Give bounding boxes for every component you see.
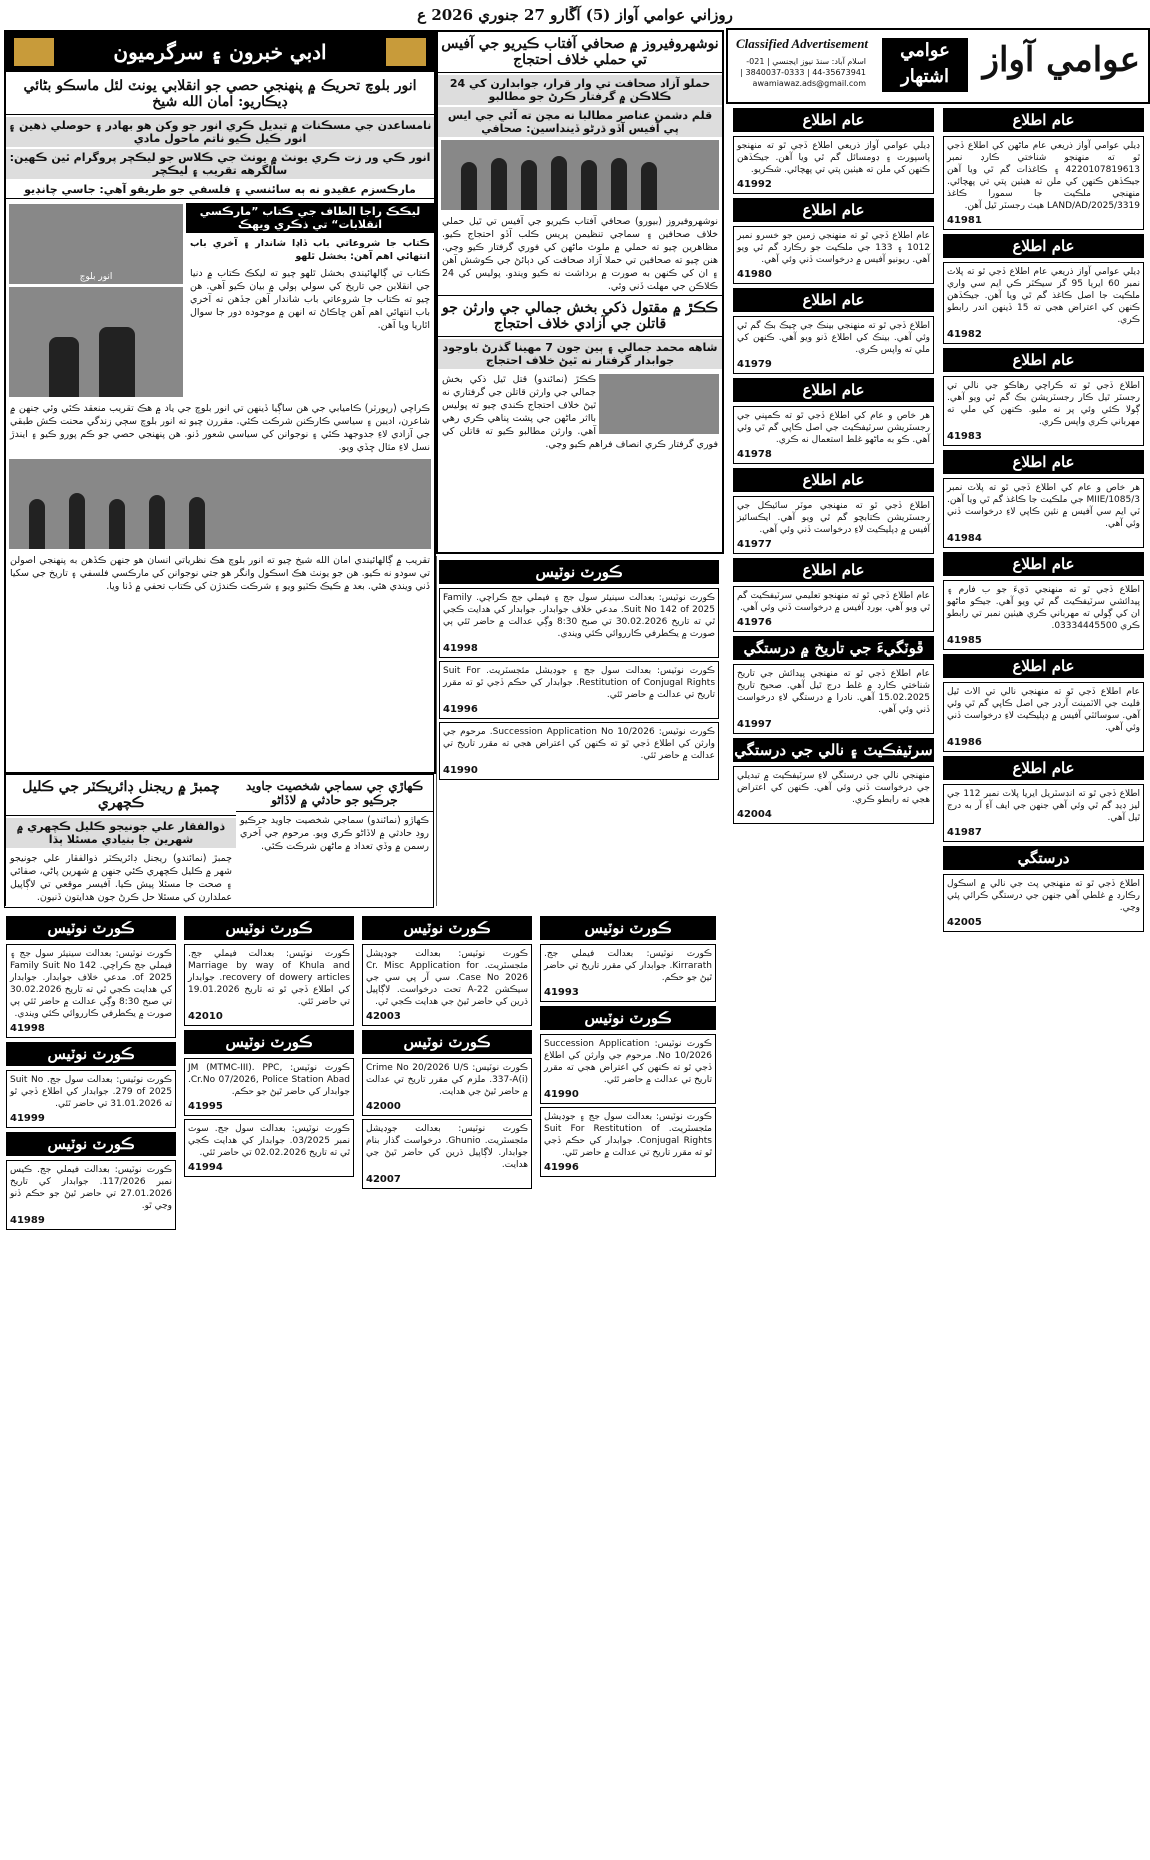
news-sub-1b: قلم دشمن عناصر مطالبا نه مڃن ته آئي جي ايس پي آفيس آڏو ڌرڻو ڏينداسين: صحافي [438,107,722,137]
section-header: ڪورٽ نوٽيس [6,1042,176,1066]
section-header: عام اطلاع [943,552,1144,576]
masthead-classified: Classified Advertisement [736,36,869,51]
classified-ad: منهنجي نالي جي درستگي لاءِ سرٽيفڪيٽ ۾ تبديلي جي درخواست ڏني وئي آهي. ڪنهن کي اعتراض هجي ته رابطو ڪري. 42004 [733,766,934,824]
literary-subhead-2: انور ڪي ور زت ڪري يونٽ ۾ يونٽ جي ڪلاس جو ليڪچر پروگرام ٿين ڪهين: سالگرهه تقريب ۽ ليڪچر [6,149,434,179]
middle-court-block [436,556,721,906]
court-notice: ڪورٽ نوٽيس: بعدالت سينيئر سول جج ۽ فيملي جج ڪراچي. Family Suit No 142 of 2025. مدعي خلاف جوابدار. جوابدار کي هدايت ڪجي ٿي ته تاريخ 30.02.2026 تي صبح 8:30 وڳي عدالت ۾ حاضر ٿئي ٻي صورت ۾ يڪطرفي ڪارروائي ڪئي ويندي. 41998 [6,944,176,1038]
masthead-info: اسلام آباد: سنڌ نيوز ايجنسي | 021-35673941-44 | 0333-3840037 | awamiawaz.ads@gmail.com [740,57,866,88]
classified-ad: عام اطلاع ڏجي ٿو ته منهنجو تعليمي سرٽيفڪيٽ گم ٿي ويو آهي. بورڊ آفيس ۾ درخواست ڏني وئي آهي. 41976 [733,586,934,632]
classified-ad: اطلاع ڏجي ٿو ته منهنجي بينڪ جي چيڪ بڪ گم ٿي وئي آهي. بينڪ کي اطلاع ڏنو ويو آهي. ڪنهن کي ملي ته واپس ڪري. 41979 [733,316,934,374]
classified-ad: اطلاع ڏجي ٿو ته ڪراچي رهاڪو جي نالي تي رجسٽر ٿيل ڪار رجسٽريشن بڪ گم ٿي ويو آهي. ڳولا ڪئي وئي پر نه مليو. ڪنهن کي ملي ته مهرباني ڪري واپس ڪري. 41983 [943,376,1144,446]
section-header: ڪورٽ نوٽيس [439,560,719,584]
news-headline-3: چمبڙ ۾ ريجنل ڊائريڪٽر جي ڪليل ڪچهري [6,775,236,816]
section-header: عام اطلاع [733,468,934,492]
court-notice: ڪورٽ نوٽيس: بعدالت سول جج ۽ جوڊيشل مئجسٽريٽ. Suit For Restitution of Conjugal Rights. جوابدار کي حڪم ڏجي ٿو ته مقرر تاريخ تي عدالت ۾ حاضر ٿئي. 41996 [540,1107,716,1177]
court-notice: ڪورٽ نوٽيس: بعدالت فيملي جج. ڪيس نمبر 117/2026. جوابدار کي تاريخ 27.01.2026 تي حاضر ٿيڻ جو حڪم ڏنو وڃي ٿو. 41989 [6,1160,176,1230]
court-notice: ڪورٽ نوٽيس: بعدالت سول جج ۽ جوڊيشل مئجسٽريٽ. Suit For Restitution of Conjugal Rights. جوابدار کي حڪم ڏجي ٿو ته مقرر تاريخ تي عدالت ۾ حاضر ٿئي. 41996 [439,661,719,719]
section-header: ڪورٽ نوٽيس [362,916,532,940]
section-header: عام اطلاع [733,198,934,222]
court-column [360,912,534,1852]
news-headline-4: ڪهاڙي جي سماجي شخصيت جاويد جرڪيو جو حادثي ۾ لاڏاڻو [236,775,433,812]
court-column [538,912,718,1852]
classified-ad: ڊيلي عوامي آواز ذريعي عام ماڻهن کي اطلاع ڏجي ٿو ته منهنجو شناختي ڪارڊ نمبر 4220107819613 ۽ ڪاغذات گم ٿي ويا آهن جيڪڏهن ڪنهن کي ملن ته هيٺين پتي تي پهچائي. منهنجي ملڪيت جا سمورا ڪاغذ LAND/AD/2025/3319 هيٺ رجسٽر ٿيل آهن. 41981 [943,136,1144,230]
classified-column [731,104,936,1852]
literary-body-3: ڪتاب تي ڳالهائيندي بخشل ٿلهو چيو ته ليکڪ ڪتاب ۾ دنيا جي انقلابن جي تاريخ کي سولي ٻولي ۾ بيان ڪيو آهي. هن چيو ته ڪتاب جا شروعاتي باب شاندار آهن جڏهن ته آخري باب انتهائي اهم آهن ڇاڪاڻ ته انهن ۾ موجوده دور جا سوال اٿاريا ويا آهن. [190,268,430,331]
classified-ad: اطلاع ڏجي ٿو ته منهنجي ڌيءَ جو ب فارم ۽ پيدائشي سرٽيفڪيٽ گم ٿي ويو آهي. جيڪو ماڻهو ان کي ڳولي ته مهرباني ڪري هيٺين نمبر تي رابطو ڪري 03334445500. 41985 [943,580,1144,650]
news-sub-1: حملو آزاد صحافت تي وار قرار، جوابدارن کي 24 ڪلاڪن ۾ گرفتار ڪرڻ جو مطالبو [438,75,722,105]
literary-body-2: تقريب ۾ ڳالهائيندي امان الله شيخ چيو ته انور بلوچ هڪ نظرياتي انسان هو جنهن ڪڏهن به پنهنجي اصولن تي سودو نه ڪيو. هن جو يونٽ هڪ اسڪول وانگر هو جتي نوجوانن کي مارڪسي فلسفي ۽ تاريخ جي سکيا ڏني ويندي هئي. بعد ۾ ڪيڪ ڪٽيو ويو ۽ شرڪت ڪندڙن کي ڪتاب تحفي ۾ ڏنا ويا. [10,555,430,592]
court-notice: ڪورٽ نوٽيس: بعدالت جوڊيشل مئجسٽريٽ. Cr. Misc Application for Case No 2026. سي آر پي سي جي سيڪشن 22-A تحت درخواست. لاڳاپيل ڌرين کي حاضر ٿيڻ جي هدايت ڪجي ٿي. 42003 [362,944,532,1026]
section-header: ڪورٽ نوٽيس [184,916,354,940]
section-header: عام اطلاع [943,756,1144,780]
section-header: ڪورٽ نوٽيس [540,1006,716,1030]
classified-ad: عام اطلاع ڏجي ٿو ته منهنجي زمين جو خسرو نمبر 1012 ۽ 133 جي ملڪيت جو رڪارڊ گم ٿي ويو آهي. ريونيو آفيس ۾ درخواست ڏني وئي آهي. 41980 [733,226,934,284]
section-header: ڦوٽگيءَ جي تاريخ ۾ درستگي [733,636,934,660]
masthead-box: عوامي اشتهار [882,38,968,92]
court-notice: ڪورٽ نوٽيس: بعدالت سول جج. سوٽ نمبر 03/2025. جوابدار کي هدايت ڪجي ٿي ته تاريخ 02.02.2026 تي حاضر ٿئي. 41994 [184,1119,354,1177]
event-photo [9,287,183,397]
court-column [4,912,178,1852]
court-notice: ڪورٽ نوٽيس: بعدالت فيملي جج. Marriage by way of Khula and recovery of dowery articles. جوابدار کي اطلاع ڏجي ٿو ته تاريخ 19.01.2026 تي حاضر ٿئي. 42010 [184,944,354,1026]
section-header: عام اطلاع [943,108,1144,132]
masthead [726,28,1150,104]
classified-ad: عام اطلاع ڏجي ٿو ته منهنجي نالي تي الاٽ ٿيل فليٽ جي الاٽمينٽ آرڊر جي اصل ڪاپي گم ٿي وئي آهي. سوسائٽي آفيس ۾ ڊپليڪيٽ لاءِ درخواست ڏني وئي آهي. 41986 [943,682,1144,752]
section-header: ڪورٽ نوٽيس [6,1132,176,1156]
section-header: عام اطلاع [943,450,1144,474]
section-header: عام اطلاع [733,558,934,582]
court-notice: ڪورٽ نوٽيس: Crime No 20/2026 U/S 337-A(i). ملزم کي مقرر تاريخ تي عدالت ۾ حاضر ٿيڻ جي هدايت. 42000 [362,1058,532,1116]
section-header: ڪورٽ نوٽيس [6,916,176,940]
literary-title: ادبي خبرون ۽ سرگرميون [113,40,327,64]
classified-ad: اطلاع ڏجي ٿو ته منهنجي پٽ جي نالي ۾ اسڪول رڪارڊ ۾ غلطي آهي جنهن جي درستگي ڪرائي پئي وڃي. 42005 [943,874,1144,932]
court-notice: ڪورٽ نوٽيس: بعدالت جوڊيشل مئجسٽريٽ. Ghunio. درخواست گذار بنام جوابدار. لاڳاپيل ڌرين کي حاضر ٿيڻ جي هدايت. 42007 [362,1119,532,1189]
court-notice: ڪورٽ نوٽيس: JM (MTMC-III). PPC, Cr.No 07/2026, Police Station Abad. جوابدار کي حاضر ٿيڻ جو حڪم. 41995 [184,1058,354,1116]
court-notice: ڪورٽ نوٽيس: Succession Application No 10/2026. مرحوم جي وارثن کي اطلاع ڏجي ٿو ته ڪنهن کي اعتراض هجي ته مقرر تاريخ تي عدالت ۾ حاضر ٿئي. 41990 [439,722,719,780]
section-header: عام اطلاع [943,234,1144,258]
literary-subhead-1: نامساعدن جي مسڪنات ۾ تبديل ڪري انور جو وکن هو بهادر ۽ حوصلي ذهين ۽ انور ڪيل ڪيو ناتم ماحول مادي [6,117,434,147]
date-strip: روزاني عوامي آواز (5) آڱارو 27 جنوري 2026 ع [417,6,733,24]
protest-photo [441,140,719,210]
section-header: درستگي [943,846,1144,870]
portrait-photo [9,204,183,284]
court-notice: ڪورٽ نوٽيس: Succession Application No 10/2026. مرحوم جي وارثن کي اطلاع ڏجي ٿو ته ڪنهن کي اعتراض هجي ته مقرر تاريخ تي عدالت ۾ حاضر ٿئي. 41990 [540,1034,716,1104]
classified-ad: اطلاع ڏجي ٿو ته انڊسٽريل ايريا پلاٽ نمبر 112 جي ليز ڊيڊ گم ٿي وئي آهي جنهن جي ايف آءِ آر به درج ٿيل آهي. 41987 [943,784,1144,842]
literary-body-1: ڪراچي (رپورٽر) ڪاميابي جي هن ساڳيا ڏينهن تي انور بلوچ جي ياد ۾ هڪ تقريب منعقد ڪئي وئي جنهن ۾ شاعرن، اديبن ۽ سياسي ڪارڪنن شرڪت ڪئي. مقررن چيو ته انور بلوچ سڄي زندگي محنت ڪش طبقي جي آزادي لاءِ جدوجهد ڪئي ۽ نوجوانن کي سياسي شعور ڏنو. هن پنهنجي حصي جو ڪم پورو ڪيو ۽ ايندڙ نسل لاءِ مثال ڇڏي ويو. [10,403,430,453]
book-icon [386,38,426,66]
section-header: عام اطلاع [733,108,934,132]
classified-ad: عام اطلاع ڏجي ٿو ته منهنجي پيدائش جي تاريخ شناختي ڪارڊ ۾ غلط درج ٿيل آهي. صحيح تاريخ 15.02.2025 آهي. نادرا ۾ درستگي لاءِ درخواست ڏني وئي آهي. 41997 [733,664,934,734]
literary-byline: مارڪسزم عقيدو نه ٻه سائنسي ۽ فلسفي جو طريقو آهي: جاسي چانڊيو [6,181,434,199]
news-sub-3: ذوالفقار علي جونيجو ڪليل ڪچهري ۾ شهرين جا بنيادي مسئلا ٻڌا [6,818,236,848]
classified-ad: ڊيلي عوامي آواز ذريعي اطلاع ڏجي ٿو ته منهنجو پاسپورٽ ۽ ڊومسائل گم ٿي ويا آهن. جيڪڏهن ڪنهن کي ملن ته هيٺين پتي تي پهچائي. شڪريو. 41992 [733,136,934,194]
section-header: عام اطلاع [733,378,934,402]
court-notice: ڪورٽ نوٽيس: بعدالت سينيئر سول جج ۽ فيملي جج ڪراچي. Family Suit No 142 of 2025. مدعي خلاف جوابدار. جوابدار کي هدايت ڪجي ٿي ته تاريخ 30.02.2026 تي صبح 8:30 وڳي عدالت ۾ حاضر ٿئي ٻي صورت ۾ يڪطرفي ڪارروائي ڪئي ويندي. 41998 [439,588,719,658]
news-body-2: ڪڪڙ (نمائندو) قتل ٿيل ذکي بخش جمالي جي وارثن قاتلن جي گرفتاري نه ٿيڻ خلاف احتجاج ڪندي چيو ته پوليس بااثر ماڻهن جي پشت پناهي ڪري رهي آهي. وارثن مطالبو ڪيو ته قاتلن کي فوري گرفتار ڪري انصاف فراهم ڪيو وڃي. [442,374,718,450]
section-header: ڪورٽ نوٽيس [184,1030,354,1054]
classified-ad: اطلاع ڏجي ٿو ته منهنجي موٽر سائيڪل جي رجسٽريشن ڪتابچو گم ٿي ويو آهي. ايڪسائيز آفيس ۾ ڊپليڪيٽ لاءِ درخواست ڏني وئي آهي. 41977 [733,496,934,554]
court-notices-grid [4,912,720,1852]
news-caption-2: شاهه محمد جمالي ۽ ٻين جون 7 مهينا گذرڻ باوجود جوابدار گرفتار نه ٿيڻ خلاف احتجاج [438,339,722,369]
literary-headline: انور بلوچ تحريڪ ۾ پنهنجي حصي جو انقلابي يونٽ لئل ماسڪو بڻائي ڊيڪاريو: امان الله شيخ [6,74,434,115]
literary-section [4,30,436,774]
section-header: سرٽيفڪيٽ ۽ نالي جي درستگي [733,738,934,762]
news-headline-1: نوشهروفيروز ۾ صحافي آفتاب ڪيريو جي آفيس تي حملي خلاف احتجاج [438,32,722,73]
classified-column [941,104,1146,1852]
court-notice: ڪورٽ نوٽيس: بعدالت سول جج. Suit No 279 of 2025. جوابدار کي اطلاع ڏجي ٿو ته 31.01.2026 تي حاضر ٿئي. 41999 [6,1070,176,1128]
news-body-4: ڪهاڙو (نمائندو) سماجي شخصيت جاويد جرڪيو روڊ حادثي ۾ لاڏاڻو ڪري ويو. مرحوم جي آخري رسمن ۾ وڏي تعداد ۾ ماڻهن شرڪت ڪئي. [240,815,429,852]
section-header: عام اطلاع [943,348,1144,372]
book-icon [14,38,54,66]
lower-news [4,774,434,908]
book-subhead: ڪتاب جا شروعاتي باب ڏاڍا شاندار ۽ آخري باب انتهائي اهم آهن: بخشل ٿلهو [190,238,430,262]
section-header: ڪورٽ نوٽيس [362,1030,532,1054]
book-headline: ليڪڪ راجا الطاف جي ڪتاب ”مارڪسي انقلابات“ تي ذڪري ويهڪ [186,203,434,233]
group-photo [9,459,431,549]
classifieds [726,104,1146,1852]
literary-banner [6,32,434,72]
victim-photo [599,374,719,434]
section-header: عام اطلاع [733,288,934,312]
section-header: عام اطلاع [943,654,1144,678]
news-section [436,30,724,554]
court-notice: ڪورٽ نوٽيس: بعدالت فيملي جج. Kirrarath. جوابدار کي مقرر تاريخ تي حاضر ٿيڻ جو حڪم. 41993 [540,944,716,1002]
classified-ad: ڊيلي عوامي آواز ذريعي عام اطلاع ڏجي ٿو ته پلاٽ نمبر 60 ايريا 95 گز سيڪٽر ڪي ايم سي واري ملڪيت جا اصل ڪاغذ گم ٿي ويا آهن. جيڪڏهن ڪنهن کي اعتراض هجي ته 15 ڏينهن اندر رابطو ڪري. 41982 [943,262,1144,344]
news-headline-2: ڪڪڙ ۾ مقتول ذکي بخش جمالي جي وارثن جو قاتلن جي آزادي خلاف احتجاج [438,295,722,337]
news-body-3: چمبڙ (نمائندو) ريجنل ڊائريڪٽر ذوالفقار علي جونيجو شهر ۾ ڪليل ڪچهري ڪئي جنهن ۾ شهرين پاڻي، صفائي ۽ صحت جا مسئلا پيش ڪيا. آفيسر موقعي تي لاڳاپيل عملدارن کي مسئلا حل ڪرڻ جون هدايتون ڏنيون. [10,853,232,903]
classified-ad: هر خاص و عام کي اطلاع ڏجي ٿو ته پلاٽ نمبر MIIE/1085/3 جي ملڪيت جا ڪاغذ گم ٿي ويا آهن. ٽي ايم سي آفيس ۾ نئين ڪاپي لاءِ درخواست ڏني وئي آهي. 41984 [943,478,1144,548]
news-body-1: نوشهروفيروز (بيورو) صحافي آفتاب ڪيريو جي آفيس تي ٿيل حملي خلاف صحافين ۽ سماجي تنظيمن پريس ڪلب آڏو احتجاج ڪيو. مظاهرين چيو ته حملي ۾ ملوث ماڻهن کي فوري گرفتار ڪيو وڃي. هنن چيو ته صحافين تي حملا آزاد صحافت کي دٻائڻ جي ڪوشش آهن ۽ ان کي ڪنهن به صورت ۾ برداشت نه ڪيو ويندو. پوليس کي 24 ڪلاڪن جي مهلت ڏني وئي. [442,216,718,292]
court-column [182,912,356,1852]
masthead-name: عوامي آواز [982,40,1140,80]
classified-ad: هر خاص و عام کي اطلاع ڏجي ٿو ته ڪمپني جي رجسٽريشن سرٽيفڪيٽ جي اصل ڪاپي گم ٿي وئي آهي. ڪو به ماڻهو غلط استعمال نه ڪري. 41978 [733,406,934,464]
section-header: ڪورٽ نوٽيس [540,916,716,940]
photo-caption: انور بلوچ [79,272,113,282]
